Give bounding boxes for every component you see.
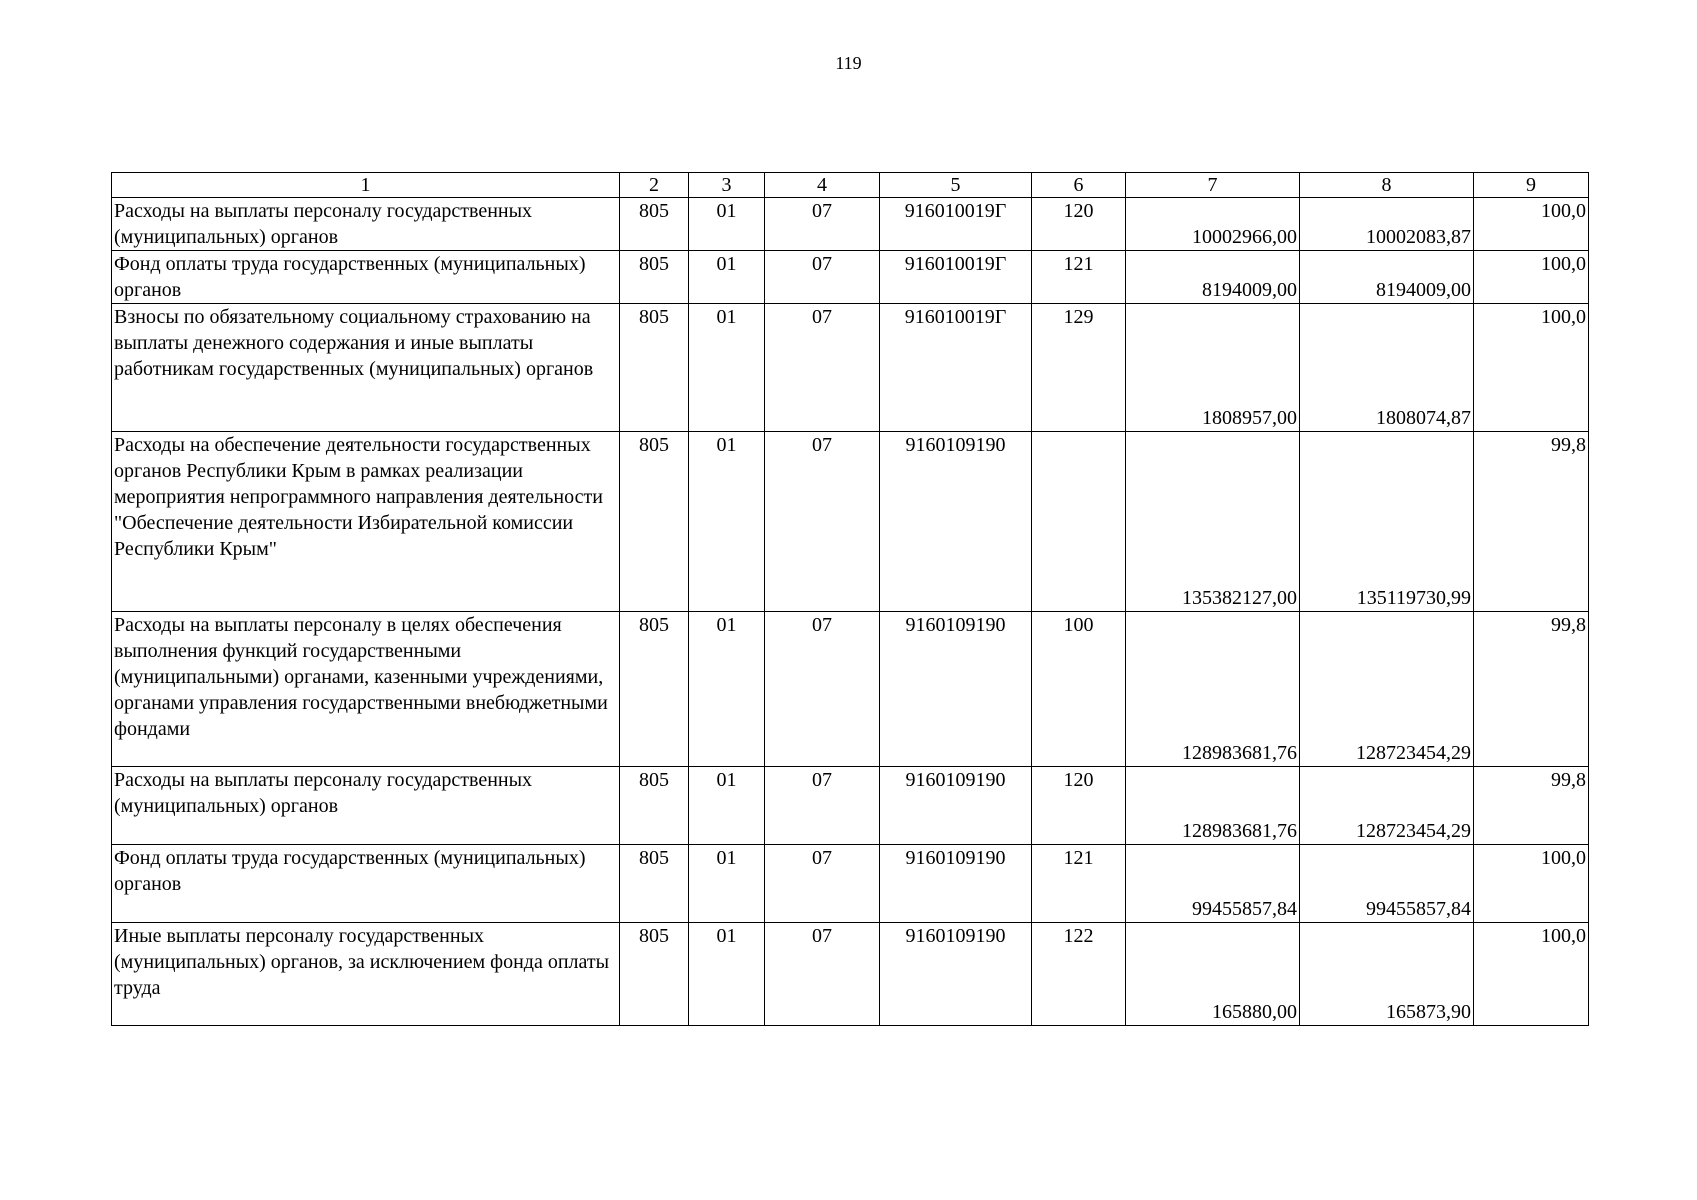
page-number: 119: [835, 53, 862, 73]
cell-subsection: 07: [765, 767, 880, 845]
cell-percent: 100,0: [1474, 845, 1589, 923]
column-header: 4: [765, 173, 880, 198]
row-description: Иные выплаты персоналу государственных (муниципальных) органов, за исключением фонда оплаты труда: [112, 923, 620, 1026]
cell-target-article: 9160109190: [880, 923, 1032, 1026]
cell-executed: 10002083,87: [1300, 198, 1474, 251]
column-header: 6: [1032, 173, 1126, 198]
cell-target-article: 9160109190: [880, 432, 1032, 612]
cell-section: 01: [689, 845, 765, 923]
cell-section: 01: [689, 767, 765, 845]
row-description: Расходы на выплаты персоналу государственных (муниципальных) органов: [112, 767, 620, 845]
cell-percent: 99,8: [1474, 432, 1589, 612]
cell-planned: 99455857,84: [1126, 845, 1300, 923]
cell-executed: 135119730,99: [1300, 432, 1474, 612]
cell-percent: 100,0: [1474, 251, 1589, 304]
column-header: 2: [620, 173, 689, 198]
cell-section: 01: [689, 304, 765, 432]
cell-planned: 128983681,76: [1126, 767, 1300, 845]
cell-planned: 8194009,00: [1126, 251, 1300, 304]
column-header: 7: [1126, 173, 1300, 198]
cell-target-article: 9160109190: [880, 767, 1032, 845]
row-description: Расходы на обеспечение деятельности государственных органов Республики Крым в рамках реализации мероприятия непрограммного направления деятельности "Обеспечение деятельности Избирательной комиссии Республики Крым": [112, 432, 620, 612]
cell-executed: 165873,90: [1300, 923, 1474, 1026]
budget-table: [111, 172, 1589, 1026]
cell-executed: 128723454,29: [1300, 612, 1474, 767]
cell-section: 01: [689, 612, 765, 767]
column-header: 9: [1474, 173, 1589, 198]
cell-planned: 10002966,00: [1126, 198, 1300, 251]
table-row: [112, 432, 1589, 612]
table-row: [112, 845, 1589, 923]
cell-planned: 165880,00: [1126, 923, 1300, 1026]
cell-subsection: 07: [765, 845, 880, 923]
table-row: [112, 198, 1589, 251]
row-description: Фонд оплаты труда государственных (муниципальных) органов: [112, 251, 620, 304]
row-description: Расходы на выплаты персоналу государственных (муниципальных) органов: [112, 198, 620, 251]
cell-section: 01: [689, 432, 765, 612]
cell-target-article: 9160109190: [880, 845, 1032, 923]
cell-section: 01: [689, 251, 765, 304]
cell-grbs: 805: [620, 767, 689, 845]
cell-expense-type: 121: [1032, 845, 1126, 923]
row-description: Фонд оплаты труда государственных (муниципальных) органов: [112, 845, 620, 923]
cell-percent: 100,0: [1474, 198, 1589, 251]
cell-expense-type: 122: [1032, 923, 1126, 1026]
cell-executed: 8194009,00: [1300, 251, 1474, 304]
cell-grbs: 805: [620, 251, 689, 304]
cell-percent: 99,8: [1474, 612, 1589, 767]
cell-grbs: 805: [620, 923, 689, 1026]
cell-expense-type: [1032, 432, 1126, 612]
table-row: [112, 251, 1589, 304]
cell-grbs: 805: [620, 432, 689, 612]
cell-grbs: 805: [620, 198, 689, 251]
cell-percent: 100,0: [1474, 304, 1589, 432]
cell-expense-type: 100: [1032, 612, 1126, 767]
cell-expense-type: 121: [1032, 251, 1126, 304]
cell-planned: 1808957,00: [1126, 304, 1300, 432]
cell-percent: 99,8: [1474, 767, 1589, 845]
cell-grbs: 805: [620, 304, 689, 432]
cell-target-article: 9160109190: [880, 612, 1032, 767]
cell-target-article: 916010019Г: [880, 304, 1032, 432]
row-description: Взносы по обязательному социальному страхованию на выплаты денежного содержания и иные выплаты работникам государственных (муниципальных) органов: [112, 304, 620, 432]
table-row: [112, 767, 1589, 845]
column-header: 5: [880, 173, 1032, 198]
cell-expense-type: 129: [1032, 304, 1126, 432]
cell-executed: 99455857,84: [1300, 845, 1474, 923]
cell-subsection: 07: [765, 198, 880, 251]
table-row: [112, 304, 1589, 432]
cell-target-article: 916010019Г: [880, 251, 1032, 304]
cell-percent: 100,0: [1474, 923, 1589, 1026]
cell-expense-type: 120: [1032, 767, 1126, 845]
cell-target-article: 916010019Г: [880, 198, 1032, 251]
cell-expense-type: 120: [1032, 198, 1126, 251]
row-description: Расходы на выплаты персоналу в целях обеспечения выполнения функций государственными (муниципальными) органами, казенными учреждениями, органами управления государственными внебюджетными фондами: [112, 612, 620, 767]
table-row: [112, 923, 1589, 1026]
cell-subsection: 07: [765, 432, 880, 612]
cell-section: 01: [689, 198, 765, 251]
column-header: 8: [1300, 173, 1474, 198]
table-row: [112, 612, 1589, 767]
cell-subsection: 07: [765, 304, 880, 432]
cell-executed: 128723454,29: [1300, 767, 1474, 845]
cell-planned: 128983681,76: [1126, 612, 1300, 767]
header-row: [112, 173, 1589, 198]
column-header: 1: [112, 173, 620, 198]
cell-grbs: 805: [620, 612, 689, 767]
cell-subsection: 07: [765, 923, 880, 1026]
cell-planned: 135382127,00: [1126, 432, 1300, 612]
cell-section: 01: [689, 923, 765, 1026]
cell-subsection: 07: [765, 612, 880, 767]
cell-grbs: 805: [620, 845, 689, 923]
cell-subsection: 07: [765, 251, 880, 304]
column-header: 3: [689, 173, 765, 198]
cell-executed: 1808074,87: [1300, 304, 1474, 432]
